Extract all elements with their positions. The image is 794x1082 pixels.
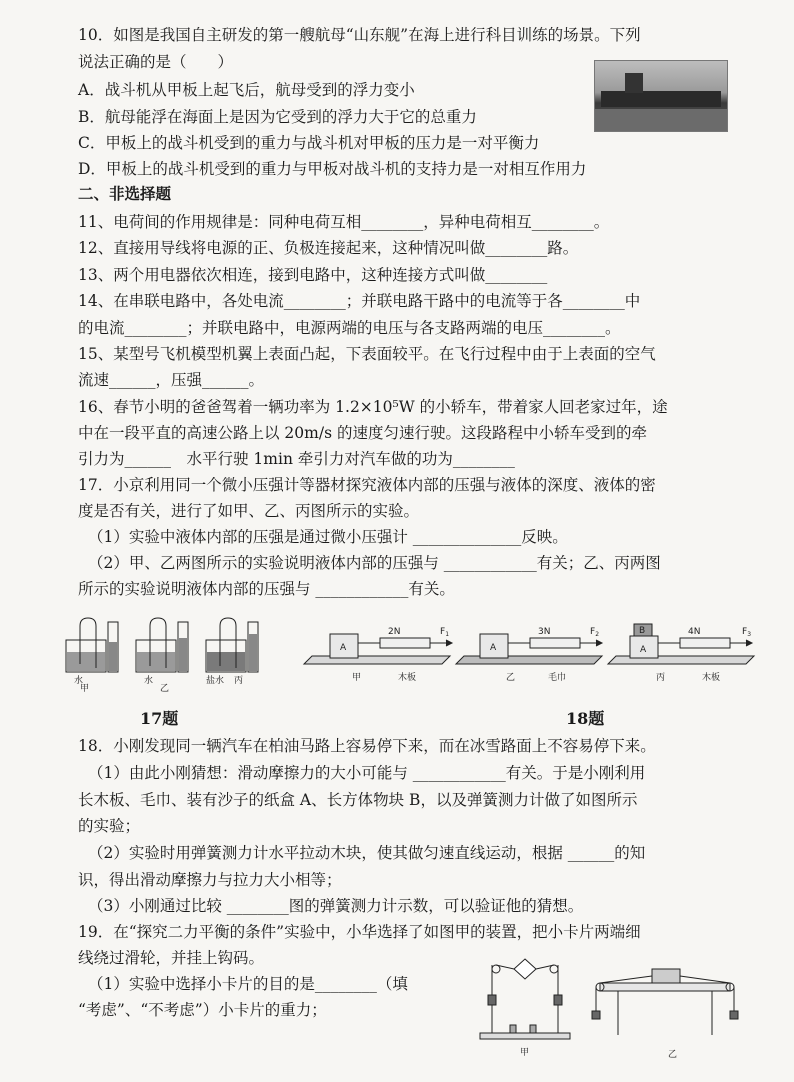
block-a-label-jia: A <box>340 643 347 653</box>
q15-line-1: 15、某型号飞机模型机翼上表面凸起，下表面较平。在飞行过程中由于上表面的空气 <box>78 345 656 363</box>
fig17-label-water-1: 水 <box>74 676 84 686</box>
section-heading: 二、非选择题 <box>78 184 172 203</box>
fig19-label-yi: 乙 <box>668 1050 678 1060</box>
fig18-label-jia: 甲 <box>352 673 362 683</box>
fig18-label-towel: 毛巾 <box>548 673 567 683</box>
q17-line-2: 度是否有关，进行了如甲、乙、丙图所示的实验。 <box>78 502 420 520</box>
table-left-weight <box>592 1011 600 1019</box>
spring-scale-jia <box>380 638 430 648</box>
table-top <box>600 983 730 991</box>
figure-17 <box>60 612 270 692</box>
q10-option-a: A．战斗机从甲板上起飞后，航母受到的浮力变小 <box>78 81 415 99</box>
fig17-label-jia: 甲 <box>80 684 90 692</box>
force-symbol-f2: $F_2$ <box>590 627 600 638</box>
fig19-label-jia: 甲 <box>520 1048 530 1058</box>
wooden-block <box>652 969 680 983</box>
caption-17: 17题 <box>140 709 179 728</box>
fig18-label-board-2: 木板 <box>702 673 721 683</box>
small-card <box>514 959 536 979</box>
q12: 12、直接用导线将电源的正、负极连接起来，这种情况叫做________路。 <box>78 239 579 257</box>
spring-scale-bing <box>680 638 730 648</box>
fig18-label-yi: 乙 <box>506 673 516 683</box>
fig17-label-bing: 丙 <box>234 676 244 686</box>
left-pulley <box>492 965 500 973</box>
table-right-weight <box>730 1011 738 1019</box>
q10-option-d: D．甲板上的战斗机受到的重力与甲板对战斗机的支持力是一对相互作用力 <box>78 160 587 178</box>
q10-option-c: C．甲板上的战斗机受到的重力与战斗机对甲板的压力是一对平衡力 <box>78 134 540 152</box>
right-pulley <box>550 965 558 973</box>
aircraft-carrier-photo <box>594 60 728 132</box>
figure-19-yi <box>590 955 750 1060</box>
fig17-label-yi: 乙 <box>160 684 170 692</box>
block-b-label: B <box>639 626 646 636</box>
q17-part-2-cont: 所示的实验说明液体内部的压强与 ____________有关。 <box>78 580 455 598</box>
q18-part-2-cont: 识，得出滑动摩擦力与拉力大小相等； <box>78 871 342 889</box>
q18-part-1-cont-1: 长木板、毛巾、装有沙子的纸盒 A、长方体物块 B，以及弹簧测力计做了如图所示 <box>78 791 638 809</box>
force-reading-yi: 3N <box>538 627 551 637</box>
q17-line-1: 17．小京利用同一个微小压强计等器材探究液体内部的压强与液体的深度、液体的密 <box>78 476 656 494</box>
right-weights <box>554 995 562 1005</box>
carrier-hull <box>601 91 721 107</box>
fig18-label-board-1: 木板 <box>398 673 417 683</box>
fig18-label-bing: 丙 <box>656 673 666 683</box>
q17-part-1: （1）实验中液体内部的压强是通过微小压强计 ______________反映。 <box>88 528 568 546</box>
q19-part-1: （1）实验中选择小卡片的目的是________（填 <box>88 975 408 993</box>
q14-line-1: 14、在串联电路中，各处电流________；并联电路干路中的电流等于各________中 <box>78 292 641 310</box>
gauge-jia <box>66 618 118 672</box>
figure-18 <box>300 620 760 700</box>
fig17-label-water-2: 水 <box>144 676 154 686</box>
q19-stem-1: 19．在“探究二力平衡的条件”实验中，小华选择了如图甲的装置，把小卡片两端细 <box>78 923 641 941</box>
figure-19-jia <box>470 955 580 1060</box>
q18-part-2: （2）实验时用弹簧测力计水平拉动木块，使其做匀速直线运动，根据 ______的知 <box>88 844 646 862</box>
block-a-label-bing: A <box>640 645 647 655</box>
force-symbol-f3: $F_3$ <box>742 627 752 638</box>
fig17-label-saltwater: 盐水 <box>206 676 225 686</box>
gauge-yi <box>136 618 188 672</box>
q10-option-b: B．航母能浮在海面上是因为它受到的浮力大于它的总重力 <box>78 108 477 126</box>
force-reading-bing: 4N <box>688 627 701 637</box>
q13: 13、两个用电器依次相连，接到电路中，这种连接方式叫做________ <box>78 266 548 284</box>
q15-line-2: 流速______，压强______。 <box>78 371 265 389</box>
q18-part-1-cont-2: 的实验； <box>78 817 141 835</box>
spring-scale-yi <box>530 638 580 648</box>
base-board <box>480 1033 570 1039</box>
board-yi <box>456 656 602 664</box>
q19-part-1-cont: “考虑”、“不考虑”）小卡片的重力； <box>78 1001 327 1019</box>
force-symbol-f1: $F_1$ <box>440 627 450 638</box>
left-weights <box>488 995 496 1005</box>
block-a-label-yi: A <box>490 643 497 653</box>
carrier-sea <box>595 109 727 131</box>
q19-stem-2: 线绕过滑轮，并挂上钩码。 <box>78 949 265 967</box>
caption-18: 18题 <box>566 709 605 728</box>
q18-part-1: （1）由此小刚猜想：滑动摩擦力的大小可能与 ____________有关。于是小刚利用 <box>88 764 646 782</box>
gauge-bing <box>206 618 258 672</box>
force-reading-jia: 2N <box>388 627 401 637</box>
q10-stem-2: 说法正确的是（ ） <box>78 53 234 71</box>
q11: 11、电荷间的作用规律是：同种电荷互相________，异种电荷相互________。 <box>78 213 610 231</box>
q16-line-3: 引力为______ 水平行驶 1min 牵引力对汽车做的功为________ <box>78 450 515 468</box>
q18-part-3: （3）小刚通过比较 ________图的弹簧测力计示数，可以验证他的猜想。 <box>88 897 584 915</box>
q17-part-2: （2）甲、乙两图所示的实验说明液体内部的压强与 ____________有关；乙、丙两图 <box>88 554 661 572</box>
carrier-island <box>625 73 643 93</box>
q10-stem-1: 10．如图是我国自主研发的第一艘航母“山东舰”在海上进行科目训练的场景。下列 <box>78 26 641 44</box>
board-jia <box>304 656 450 664</box>
q18-stem: 18．小刚发现同一辆汽车在柏油马路上容易停下来，而在冰雪路面上不容易停下来。 <box>78 737 656 755</box>
q14-line-2: 的电流________；并联电路中，电源两端的电压与各支路两端的电压________。 <box>78 319 621 337</box>
q16-line-2: 中在一段平直的高速公路上以 20m/s 的速度匀速行驶。这段路程中小轿车受到的牵 <box>78 424 647 442</box>
q16-line-1: 16、春节小明的爸爸驾着一辆功率为 1.2×10⁵W 的小轿车，带着家人回老家过年，途 <box>78 398 668 416</box>
